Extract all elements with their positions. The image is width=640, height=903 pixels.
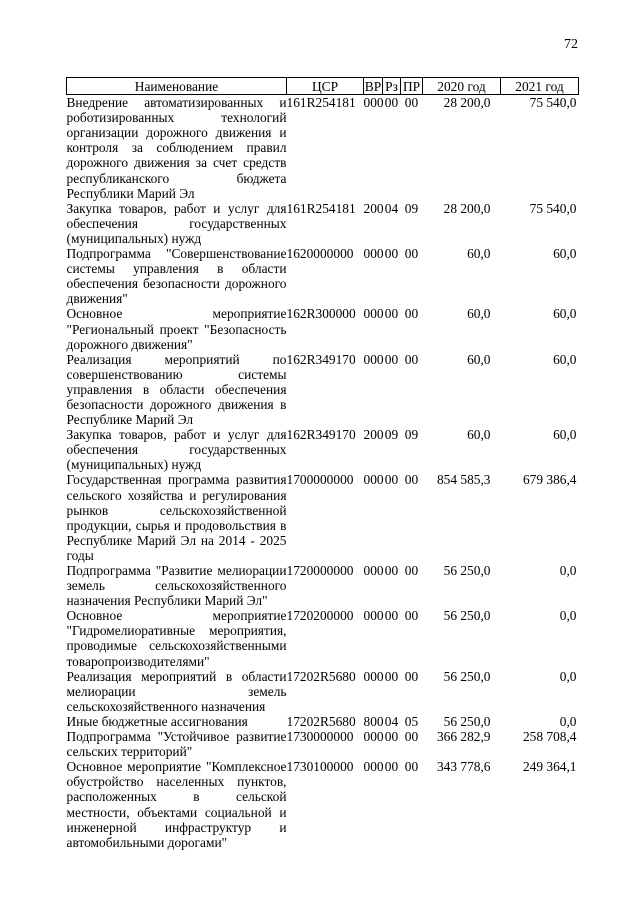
- table-row: [67, 563, 579, 608]
- row-pr: 09: [404, 200, 419, 216]
- row-vr: 000: [363, 472, 384, 488]
- header-code: ЦСР: [287, 78, 364, 95]
- row-amount-2020: 56 250,0: [443, 608, 491, 624]
- row-name: Внедрение автоматизированных и роботизированных технологий организации дорожного движения и контроля за соблюдением правил дорожного движения за счет средств республиканского бюджета Республики Марий Эл: [66, 95, 287, 201]
- row-vr: 000: [363, 668, 384, 684]
- table-row: [67, 95, 579, 201]
- row-code: 162R349170: [286, 427, 356, 443]
- table-row: [67, 608, 579, 668]
- row-rz: 00: [384, 351, 399, 367]
- row-amount-2021: 75 540,0: [529, 200, 577, 216]
- row-vr: 000: [363, 608, 384, 624]
- row-amount-2020: 28 200,0: [443, 95, 491, 111]
- row-amount-2020: 343 778,6: [436, 759, 491, 775]
- row-vr: 000: [363, 246, 384, 262]
- row-code: 162R300000: [286, 306, 356, 322]
- row-amount-2021: 0,0: [559, 713, 577, 729]
- row-vr: 000: [363, 759, 384, 775]
- row-vr: 200: [363, 200, 384, 216]
- row-code: 1620000000: [286, 246, 354, 262]
- header-pr: ПР: [401, 78, 423, 95]
- row-pr: 00: [404, 351, 419, 367]
- row-amount-2020: 56 250,0: [443, 668, 491, 684]
- row-pr: 00: [404, 759, 419, 775]
- row-rz: 00: [384, 729, 399, 745]
- header-rz: Рз: [383, 78, 401, 95]
- row-amount-2021: 60,0: [553, 306, 577, 322]
- row-amount-2021: 60,0: [553, 351, 577, 367]
- row-name: Закупка товаров, работ и услуг для обеспечения государственных (муниципальных) нужд: [66, 200, 287, 246]
- row-vr: 000: [363, 95, 384, 111]
- row-name: Закупка товаров, работ и услуг для обеспечения государственных (муниципальных) нужд: [66, 427, 287, 473]
- row-amount-2021: 60,0: [553, 246, 577, 262]
- table-row: [67, 201, 579, 246]
- header-name: Наименование: [67, 78, 287, 95]
- table-row: [67, 714, 579, 729]
- row-name: Подпрограмма "Устойчивое развитие сельских территорий": [66, 729, 287, 760]
- table-row: [67, 729, 579, 759]
- header-vr: ВР: [364, 79, 382, 94]
- row-amount-2021: 60,0: [553, 427, 577, 443]
- row-code: 161R254181: [286, 95, 356, 111]
- table-header-row: [67, 78, 579, 95]
- row-rz: 00: [384, 759, 399, 775]
- table-row: [67, 246, 579, 306]
- table-row: [67, 306, 579, 351]
- table-row: [67, 427, 579, 472]
- row-code: 161R254181: [286, 200, 356, 216]
- budget-table: [66, 77, 579, 850]
- row-amount-2020: 60,0: [467, 306, 491, 322]
- row-amount-2021: 0,0: [559, 668, 577, 684]
- row-amount-2020: 366 282,9: [436, 729, 491, 745]
- row-vr: 000: [363, 306, 384, 322]
- row-amount-2021: 249 364,1: [522, 759, 577, 775]
- row-vr: 800: [363, 713, 384, 729]
- row-amount-2020: 60,0: [467, 246, 491, 262]
- table-body: [67, 95, 579, 850]
- row-pr: 00: [404, 729, 419, 745]
- row-amount-2020: 854 585,3: [436, 472, 491, 488]
- row-name: Подпрограмма "Совершенствование системы управления в области обеспечения безопасности дорожного движения": [66, 246, 287, 307]
- table-row: [67, 352, 579, 427]
- row-rz: 00: [384, 306, 399, 322]
- row-code: 17202R5680: [286, 713, 356, 729]
- row-pr: 05: [404, 713, 419, 729]
- table-row: [67, 669, 579, 714]
- row-amount-2021: 0,0: [559, 563, 577, 578]
- row-amount-2020: 60,0: [467, 427, 491, 443]
- row-code: 1730000000: [286, 729, 354, 745]
- header-2020: 2020 год: [423, 78, 501, 95]
- row-name: Иные бюджетные ассигнования: [66, 713, 248, 729]
- row-name: Подпрограмма "Развитие мелиорации земель сельскохозяйственного назначения Республики Марий Эл": [66, 563, 287, 609]
- row-pr: 00: [404, 95, 419, 111]
- row-rz: 00: [384, 472, 399, 488]
- row-rz: 00: [384, 608, 399, 624]
- row-pr: 00: [404, 472, 419, 488]
- row-rz: 00: [384, 246, 399, 262]
- row-pr: 09: [404, 427, 419, 443]
- row-amount-2020: 28 200,0: [443, 200, 491, 216]
- row-pr: 00: [404, 668, 419, 684]
- row-code: 1720000000: [286, 563, 354, 578]
- row-rz: 00: [384, 95, 399, 111]
- row-rz: 09: [384, 427, 399, 443]
- row-name: Основное мероприятие "Региональный проект "Безопасность дорожного движения": [66, 306, 287, 352]
- row-pr: 00: [404, 246, 419, 262]
- row-vr: 000: [363, 729, 384, 745]
- row-rz: 04: [384, 713, 399, 729]
- row-amount-2021: 75 540,0: [529, 95, 577, 111]
- row-code: 1700000000: [286, 472, 354, 488]
- row-vr: 000: [363, 351, 384, 367]
- row-amount-2021: 258 708,4: [522, 729, 577, 745]
- row-name: Реализация мероприятий в области мелиорации земель сельскохозяйственного назначения: [66, 668, 287, 714]
- row-code: 1720200000: [286, 608, 354, 624]
- row-amount-2021: 0,0: [559, 608, 577, 624]
- table-row: [67, 759, 579, 850]
- page-number: 72: [564, 37, 578, 52]
- row-pr: 00: [404, 306, 419, 322]
- row-amount-2020: 56 250,0: [443, 563, 491, 578]
- row-code: 17202R5680: [286, 668, 356, 684]
- table-row: [67, 472, 579, 563]
- header-2021: 2021 год: [501, 78, 579, 95]
- row-vr: 000: [363, 563, 384, 578]
- row-rz: 00: [384, 668, 399, 684]
- row-name: Реализация мероприятий по совершенствованию системы управления в области обеспечения безопасности дорожного движения в Республике Марий Эл: [66, 351, 287, 428]
- row-amount-2020: 60,0: [467, 351, 491, 367]
- row-rz: 00: [384, 563, 399, 578]
- row-code: 162R349170: [286, 351, 356, 367]
- row-amount-2020: 56 250,0: [443, 713, 491, 729]
- row-rz: 04: [384, 200, 399, 216]
- row-name: Основное мероприятие "Комплексное обустройство населенных пунктов, расположенных в сельской местности, объектами социальной и инженерной инфраструктур и автомобильными дорогами": [66, 759, 287, 850]
- row-name: Государственная программа развития сельского хозяйства и регулирования рынков сельскохозяйственной продукции, сырья и продовольствия в Республике Марий Эл на 2014 - 2025 годы: [66, 472, 287, 563]
- row-pr: 00: [404, 563, 419, 578]
- row-pr: 00: [404, 608, 419, 624]
- row-amount-2021: 679 386,4: [522, 472, 577, 488]
- row-vr: 200: [363, 427, 384, 443]
- row-code: 1730100000: [286, 759, 354, 775]
- row-name: Основное мероприятие "Гидромелиоративные мероприятия, проводимые сельскохозяйственными товаропроизводителями": [66, 608, 287, 669]
